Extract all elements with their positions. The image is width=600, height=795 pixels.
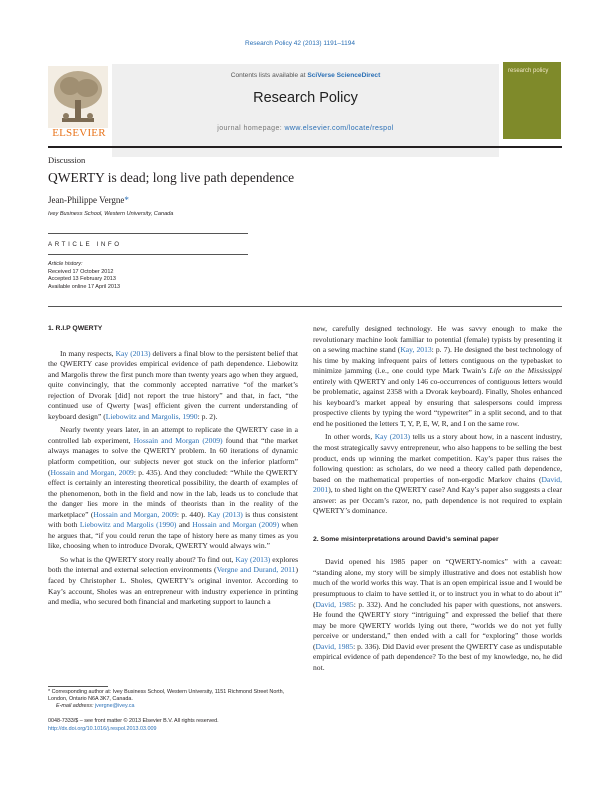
article-title: QWERTY is dead; long live path dependence	[48, 170, 295, 185]
email-line	[48, 703, 298, 710]
paragraph	[313, 557, 562, 673]
citation-link[interactable]: Hossain and Morgan (2009)	[192, 520, 280, 530]
text: : p. 2).	[197, 411, 218, 421]
history-available: Available online 17 April 2013	[48, 283, 121, 290]
text: delivers a final blow to the persistent belief that the QWERTY case provides empirical evidence of path dependence. Liebowitz and Margolis threw the first punch more than twenty years ago when they argued, quite convincingly, that the commonly accepted narrative “of the market’s rejection of Dvorak [did] not report the true history” and that, in fact, “the continued use of Qwerty [was] efficient given the current understanding of keyboard design” (	[48, 348, 299, 421]
homepage-link[interactable]: www.elsevier.com/locate/respol	[284, 125, 394, 132]
author-footnote-mark[interactable]: *	[124, 195, 129, 205]
corresponding-author-note: * Corresponding author at: Ivey Business School, Western University, 1151 Richmond Street North, London, Ontario N6A 3K7, Canada.	[48, 689, 285, 702]
text: when he argues that, “if you could rerun the tape of history here as many times as you like, choosing when to introduce Dvorak, QWERTY would always win.”	[48, 520, 298, 551]
citation-link[interactable]: Vergne and Durand, 2011	[216, 565, 296, 575]
footnote	[48, 689, 298, 710]
citation-link[interactable]: David, 2001	[313, 474, 562, 495]
text: : p. 332). And he concluded his paper with questions, not answers. He found the QWERTY story “intriguing” and expressed the belief that there may be more QWERTY worlds lying out there, “worlds we do not yet fully perceive or understand,” then ended with a call for “exploring” those worlds (	[313, 599, 562, 651]
author-name[interactable]: Jean-Philippe Vergne	[48, 195, 125, 205]
text: : p. 440).	[176, 509, 208, 519]
email-link[interactable]: jvergne@ivey.ca	[94, 703, 135, 709]
citation-link[interactable]: Hossain and Morgan, 2009	[93, 509, 177, 519]
journal-cover-title: research policy	[508, 68, 549, 74]
contents-prefix: Contents lists available at	[230, 72, 308, 79]
citation-link[interactable]: David, 1985	[315, 599, 354, 609]
history-accepted: Accepted 13 February 2013	[48, 276, 116, 282]
paragraph	[48, 349, 298, 423]
article-section-type: Discussion	[48, 155, 86, 165]
body-top-rule	[48, 306, 562, 307]
citation-link[interactable]: David, 1985	[315, 641, 354, 651]
paragraph	[313, 324, 562, 429]
elsevier-wordmark: ELSEVIER	[52, 127, 106, 139]
sciencedirect-link[interactable]: SciVerse ScienceDirect	[307, 72, 381, 79]
section-2-heading: 2. Some misinterpretations around David’s seminal paper	[313, 535, 499, 543]
paragraph	[313, 432, 562, 516]
text: entirely with QWERTY and only 146 co-occurrences of contiguous letters would be problematic, against 2358 with a Dvorak keyboard). Finally, Sholes enhanced his keyboard’s market appeal by ensuring that salespersons could impress prospective clients by typing the word “typewriter” in a split second, and to that end he positioned the letters T, Y, P, E, W, R, and I on the same row.	[313, 376, 562, 428]
email-label: E-mail address:	[56, 703, 95, 709]
book-title: Life on the Mississippi	[489, 366, 562, 376]
text: tells us a story about how, in a nascent industry, the most strategically savvy entrepreneur, who also happens to be selling the best product, ends up winning the market competition. Kay’s paper thus raises the following question: as scholars, do we need a theory called path dependence, based on the mathematical properties of non-ergodic Markov chains (	[313, 432, 562, 484]
article-info-mid-rule	[48, 254, 248, 255]
citation-link[interactable]: Liebowitz and Margolis, 1990	[105, 411, 198, 421]
text: In many respects,	[60, 348, 116, 358]
text: ), to shed light on the QWERTY case? And Kay’s paper also suggests a clear answer: as per Occam’s razor, no, path dependence is not required to explain QWERTY’s dominance.	[313, 485, 562, 516]
author-line	[48, 195, 129, 205]
article-info-heading: ARTICLE INFO	[48, 241, 122, 248]
text: is thus consistent with both	[48, 509, 298, 530]
text: new, carefully designed technology. He was savvy enough to make the revolutionary machine look familiar to potential (female) typists by presenting it on a sewing machine stand (	[313, 324, 562, 355]
footnote-rule	[48, 686, 108, 687]
paragraph	[48, 555, 298, 608]
contents-line	[112, 72, 499, 79]
doi-link[interactable]: http://dx.doi.org/10.1016/j.respol.2013.03.009	[48, 725, 157, 732]
history-received: Received 17 October 2012	[48, 268, 114, 275]
left-column	[48, 324, 298, 608]
text: explores both the internal and external selection environments (	[48, 554, 299, 575]
masthead-bottom-rule	[48, 146, 562, 148]
text: David opened his 1985 paper on “QWERTY-nomics” with a caveat: “standing alone, my story will be simply illustrative and does not establish how much of the world works this way. That is an open empirical issue and I would be presumptuous to claim to have settled it, or to instruct you in what to do about it” (	[313, 557, 562, 609]
citation-link[interactable]: Kay (2013)	[115, 348, 151, 358]
right-column	[313, 324, 562, 673]
article-info-top-rule	[48, 233, 248, 234]
text: In other words,	[325, 432, 375, 442]
author-affiliation: Ivey Business School, Western University, Canada	[48, 211, 174, 217]
citation-link[interactable]: Liebowitz and Margolis (1990)	[79, 520, 177, 530]
text: Nearly twenty years later, in an attempt to replicate the QWERTY case in a controlled lab experiment,	[48, 425, 298, 445]
issn-line: 0048-7333/$ – see front matter © 2013 Elsevier B.V. All rights reserved.	[48, 718, 219, 724]
history-label: Article history:	[48, 261, 83, 267]
elsevier-tree-logo	[48, 66, 108, 128]
text: : p. 7). He designed the best technology of his time by making infrequent pairs of letters contiguous on the typebasket to minimize jamming (i.e., one could type Mark Twain’s	[313, 345, 562, 376]
citation-link[interactable]: Kay, 2013	[400, 345, 432, 355]
journal-citation[interactable]: Research Policy 42 (2013) 1191–1194	[245, 40, 355, 47]
citation-link[interactable]: Kay (2013)	[374, 432, 411, 442]
text: ) faced by Christopher L. Sholes, QWERTY’s original inventor. According to Kay’s account, Sholes was an entrepreneur with industry experience in printing and media, who secured both financial and marketing support to launch a	[48, 565, 298, 607]
text: : p. 336). Did David ever present the QWERTY case as undisputable empirical evidence of path dependence? To the best of my knowledge, no, he did not.	[313, 641, 563, 672]
citation-link[interactable]: Hossain and Morgan (2009)	[133, 435, 223, 445]
issn-block	[48, 718, 308, 733]
paragraph	[48, 425, 298, 552]
journal-homepage	[112, 125, 499, 132]
journal-title: Research Policy	[253, 90, 358, 106]
citation-link[interactable]: Kay (2013)	[207, 509, 243, 519]
citation-link[interactable]: Hossain and Morgan, 2009	[50, 467, 134, 477]
section-1-heading: 1. R.I.P QWERTY	[48, 325, 103, 332]
homepage-prefix: journal homepage:	[217, 125, 285, 132]
text: So what is the QWERTY story really about? To find out,	[60, 554, 236, 564]
text: : p. 435). And they concluded: “While the QWERTY effect is certainly an interesting theoretical possibility, the dearth of examples of the phenomenon, both in the field and now in the lab, leads us to conclude that the danger lies more in the minds of theorists than in the reality of the marketplace” (	[48, 467, 298, 519]
citation-link[interactable]: Kay (2013)	[235, 554, 271, 564]
article-history	[48, 261, 120, 291]
text: found that “the market always manages to solve the QWERTY problem. In 60 iterations of dynamic platform competition, our subjects never got stuck on the inferior platform” (	[48, 435, 298, 477]
text: and	[176, 520, 193, 530]
